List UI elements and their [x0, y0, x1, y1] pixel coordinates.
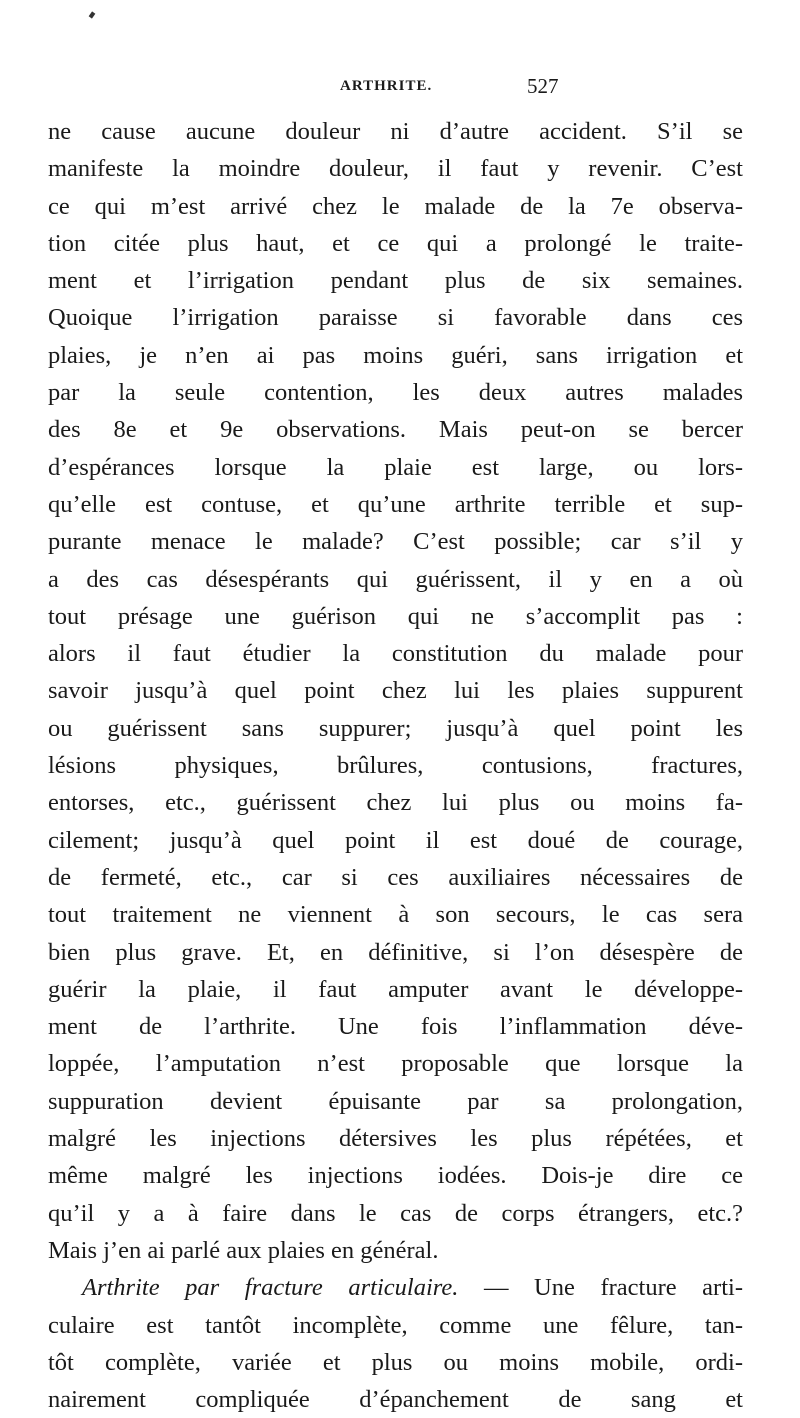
- text-line: Mais j’en ai parlé aux plaies en général.: [48, 1236, 439, 1264]
- body-text: [48, 113, 743, 1418]
- text-line: alors il faut étudier la constitution du malade pour: [48, 640, 743, 668]
- section-line-text: — Une fracture arti-: [458, 1274, 743, 1302]
- text-line: même malgré les injections iodées. Dois-je dire ce: [48, 1162, 743, 1190]
- text-line: tôt complète, variée et plus ou moins mobile, ordi-: [48, 1348, 743, 1376]
- text-line: bien plus grave. Et, en définitive, si l’on désespère de: [48, 938, 743, 966]
- text-line: ment et l’irrigation pendant plus de six semaines.: [48, 267, 743, 295]
- text-line: savoir jusqu’à quel point chez lui les plaies suppurent: [48, 677, 743, 705]
- text-line: guérir la plaie, il faut amputer avant le développe-: [48, 975, 743, 1003]
- text-line: manifeste la moindre douleur, il faut y revenir. C’est: [48, 155, 743, 183]
- text-line: d’espérances lorsque la plaie est large, ou lors-: [48, 453, 743, 481]
- running-head: [0, 74, 800, 102]
- text-line: ce qui m’est arrivé chez le malade de la 7e observa-: [48, 192, 743, 220]
- text-line: tion citée plus haut, et ce qui a prolongé le traite-: [48, 229, 743, 257]
- text-line: plaies, je n’en ai pas moins guéri, sans irrigation et: [48, 341, 743, 369]
- text-line: des 8e et 9e observations. Mais peut-on se bercer: [48, 416, 743, 444]
- text-line: a des cas désespérants qui guérissent, il y en a où: [48, 565, 743, 593]
- text-line: culaire est tantôt incomplète, comme une fêlure, tan-: [48, 1311, 743, 1339]
- running-title: ARTHRITE.: [340, 78, 433, 94]
- text-line: suppuration devient épuisante par sa prolongation,: [48, 1087, 743, 1115]
- text-line: lésions physiques, brûlures, contusions, fractures,: [48, 752, 743, 780]
- text-line: tout présage une guérison qui ne s’accomplit pas :: [48, 602, 743, 630]
- text-line: loppée, l’amputation n’est proposable que lorsque la: [48, 1050, 743, 1078]
- text-line: ment de l’arthrite. Une fois l’inflammation déve-: [48, 1013, 743, 1041]
- section-heading: Arthrite par fracture articulaire.: [82, 1274, 459, 1302]
- text-line: qu’il y a à faire dans le cas de corps étrangers, etc.?: [48, 1199, 743, 1227]
- section-first-line: [48, 1269, 743, 1306]
- text-line: de fermeté, etc., car si ces auxiliaires nécessaires de: [48, 863, 743, 891]
- text-line: malgré les injections détersives les plus répétées, et: [48, 1125, 743, 1153]
- page-mark: [89, 11, 96, 18]
- text-line: tout traitement ne viennent à son secours, le cas sera: [48, 901, 743, 929]
- text-line: nairement compliquée d’épanchement de sang et: [48, 1386, 743, 1414]
- text-line: par la seule contention, les deux autres malades: [48, 379, 743, 407]
- text-line: ne cause aucune douleur ni d’autre accident. S’il se: [48, 118, 743, 145]
- text-line: qu’elle est contuse, et qu’une arthrite terrible et sup-: [48, 490, 743, 518]
- text-line: cilement; jusqu’à quel point il est doué de courage,: [48, 826, 743, 854]
- text-line: Quoique l’irrigation paraisse si favorable dans ces: [48, 304, 743, 332]
- page-number: 527: [527, 74, 559, 98]
- text-line: ou guérissent sans suppurer; jusqu’à quel point les: [48, 714, 743, 742]
- text-line: entorses, etc., guérissent chez lui plus ou moins fa-: [48, 789, 743, 817]
- text-line: purante menace le malade? C’est possible; car s’il y: [48, 528, 743, 556]
